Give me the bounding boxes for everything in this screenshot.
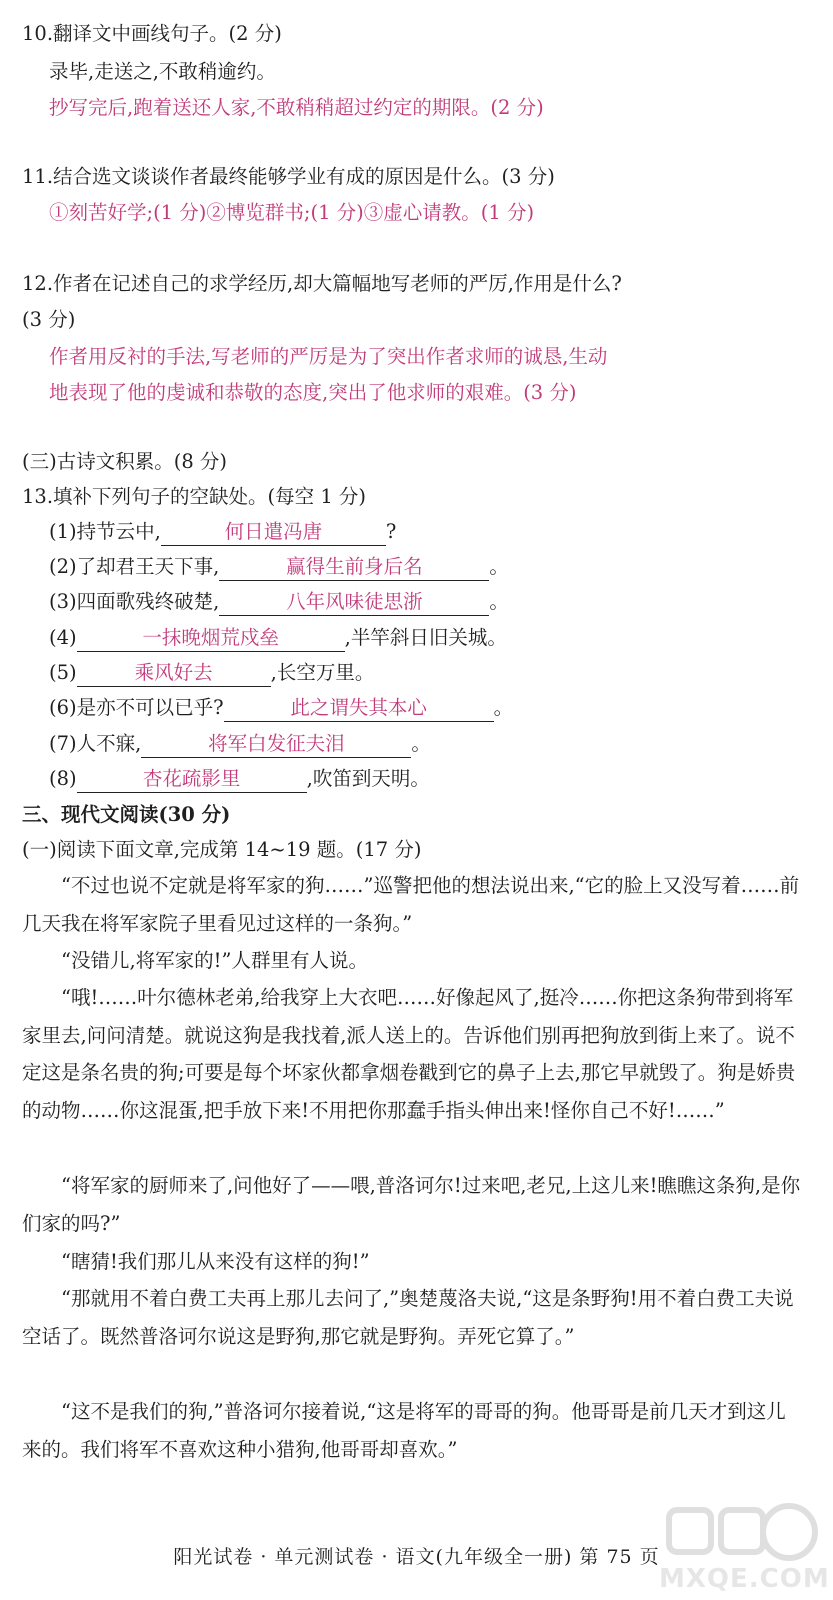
fill-blank-answer: 此之谓失其本心 xyxy=(224,695,494,722)
fill-item-prefix: (6)是亦不可以已乎? xyxy=(49,696,224,719)
fill-item-6 xyxy=(49,694,513,722)
fill-item-prefix: (5) xyxy=(49,661,77,684)
poem-section-heading: (三)古诗文积累。(8 分) xyxy=(22,450,228,473)
fill-item-prefix: (2)了却君王天下事, xyxy=(49,555,220,578)
fill-item-3 xyxy=(49,588,509,616)
fill-item-suffix: ,吹笛到天明。 xyxy=(306,767,430,790)
fill-item-suffix: ,长空万里。 xyxy=(270,661,375,684)
fill-item-prefix: (8) xyxy=(49,767,77,790)
fill-item-7 xyxy=(49,730,431,758)
q10-answer: 抄写完后,跑着送还人家,不敢稍稍超过约定的期限。(2 分) xyxy=(49,96,544,119)
fill-item-suffix: ,半竿斜日旧关城。 xyxy=(344,626,507,649)
fill-item-suffix: 。 xyxy=(493,696,514,719)
fill-blank-answer: 八年风味徒思浙 xyxy=(219,589,489,616)
q11-question: 11.结合选文谈谈作者最终能够学业有成的原因是什么。(3 分) xyxy=(22,165,555,188)
passage-paragraph: “没错儿,将军家的!”人群里有人说。 xyxy=(61,949,368,972)
passage-paragraph: “那就用不着白费工夫再上那儿去问了,”奥楚蔑洛夫说,“这是条野狗!用不着白费工夫说空话了。既然普洛诃尔说这是野狗,那它就是野狗。弄死它算了。” xyxy=(22,1287,794,1348)
fill-item-8 xyxy=(49,765,430,793)
q12-question-line2: (3 分) xyxy=(22,308,76,331)
fill-blank-answer: 赢得生前身后名 xyxy=(219,554,489,581)
watermark-logo xyxy=(659,1500,830,1600)
fill-blank-answer: 乘风好去 xyxy=(77,660,271,687)
fill-blank-answer: 将军白发征夫泪 xyxy=(141,731,411,758)
q12-answer-line2: 地表现了他的虔诚和恭敬的态度,突出了他求师的艰难。(3 分) xyxy=(49,381,577,404)
fill-item-suffix: ? xyxy=(385,520,397,543)
q12-question-line1: 12.作者在记述自己的求学经历,却大篇幅地写老师的严厉,作用是什么? xyxy=(22,272,622,295)
q10-sentence: 录毕,走送之,不敢稍逾约。 xyxy=(49,60,276,83)
watermark-text: MXQE.COM xyxy=(659,1564,830,1594)
fill-blank-answer: 何日遣冯唐 xyxy=(161,519,386,546)
page-footer: 阳光试卷 · 单元测试卷 · 语文(九年级全一册) 第 75 页 xyxy=(173,1546,660,1568)
fill-item-5 xyxy=(49,659,374,687)
fill-item-2 xyxy=(49,553,509,581)
passage-paragraph: “这不是我们的狗,”普洛诃尔接着说,“这是将军的哥哥的狗。他哥哥是前几天才到这儿来的。我们将军不喜欢这种小猎狗,他哥哥却喜欢。” xyxy=(22,1400,786,1461)
q12-answer-line1: 作者用反衬的手法,写老师的严厉是为了突出作者求师的诚恳,生动 xyxy=(49,345,608,368)
passage-paragraph: “将军家的厨师来了,问他好了——喂,普洛诃尔!过来吧,老兄,上这儿来!瞧瞧这条狗,是你们家的吗?” xyxy=(22,1174,801,1235)
q10-question: 10.翻译文中画线句子。(2 分) xyxy=(22,22,282,45)
fill-item-4 xyxy=(49,624,507,652)
fill-item-prefix: (4) xyxy=(49,626,77,649)
watermark-icon xyxy=(659,1500,819,1564)
reading-subsection-heading: (一)阅读下面文章,完成第 14~19 题。(17 分) xyxy=(22,838,422,861)
fill-item-suffix: 。 xyxy=(411,732,431,755)
q11-answer: ①刻苦好学;(1 分)②博览群书;(1 分)③虚心请教。(1 分) xyxy=(49,201,535,224)
fill-item-1 xyxy=(49,518,396,546)
fill-item-suffix: 。 xyxy=(489,555,509,578)
q13-question: 13.填补下列句子的空缺处。(每空 1 分) xyxy=(22,485,367,508)
fill-blank-answer: 杏花疏影里 xyxy=(77,766,307,793)
fill-item-prefix: (1)持节云中, xyxy=(49,520,161,543)
fill-blank-answer: 一抹晚烟荒戍垒 xyxy=(77,625,345,652)
passage-paragraph: “哦!……叶尔德林老弟,给我穿上大衣吧……好像起风了,挺冷……你把这条狗带到将军家里去,问问清楚。就说这狗是我找着,派人送上的。告诉他们别再把狗放到街上来了。说不定这是条名贵的狗;可要是每个坏家伙都拿烟卷戳到它的鼻子上去,那它早就毁了。狗是娇贵的动物……你这混蛋,把手放下来!不用把你那蠢手指头伸出来!怪你自己不好!……” xyxy=(22,986,796,1122)
fill-item-prefix: (7)人不寐, xyxy=(49,732,142,755)
passage-paragraph: “瞎猜!我们那儿从来没有这样的狗!” xyxy=(61,1250,370,1273)
fill-item-suffix: 。 xyxy=(489,590,509,613)
reading-section-heading: 三、现代文阅读(30 分) xyxy=(22,803,231,826)
fill-item-prefix: (3)四面歌残终破楚, xyxy=(49,590,220,613)
passage-paragraph: “不过也说不定就是将军家的狗……”巡警把他的想法说出来,“它的脸上又没写着……前几天我在将军家院子里看见过这样的一条狗。” xyxy=(22,874,800,935)
